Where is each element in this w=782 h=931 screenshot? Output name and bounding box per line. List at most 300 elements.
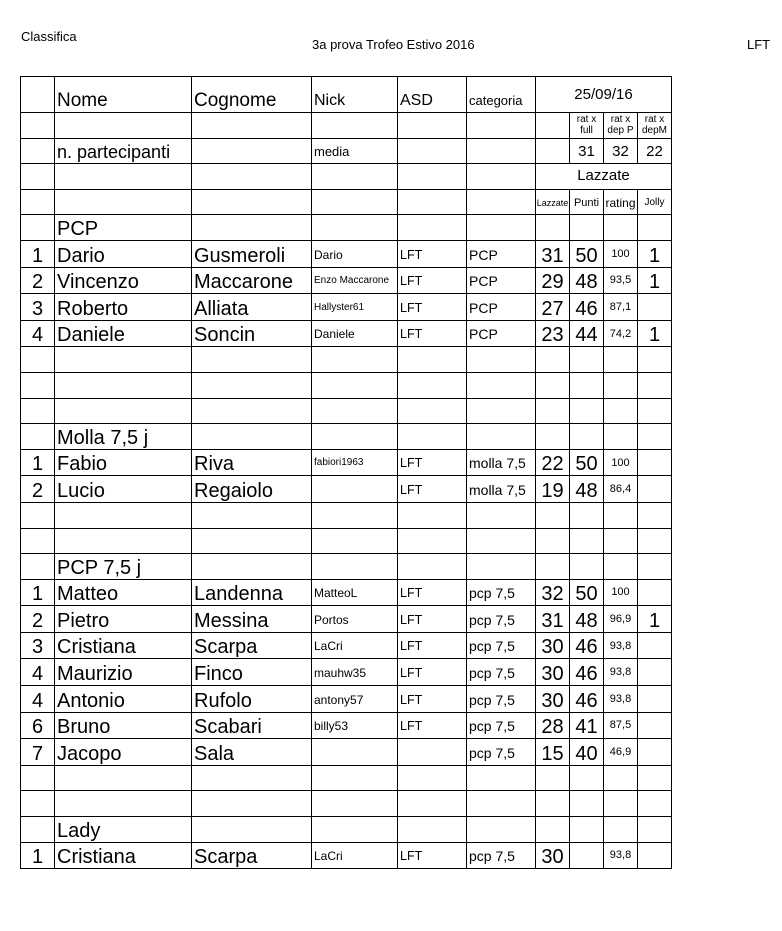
last-name-cell: Riva: [192, 449, 312, 476]
rank-cell: 4: [21, 686, 55, 713]
table-row: [21, 659, 672, 686]
category-cell: PCP: [467, 320, 536, 347]
asd-cell: LFT: [398, 320, 467, 347]
nick-cell: Portos: [312, 606, 398, 633]
empty-cell: [398, 765, 467, 791]
lazzate-score-cell: 19: [536, 476, 570, 503]
rating-cell: 93,5: [604, 267, 638, 294]
jolly-cell: 1: [638, 240, 672, 267]
blank-row: [21, 791, 672, 817]
empty-cell: [467, 347, 536, 373]
nick-cell: fabiori1963: [312, 449, 398, 476]
last-name-cell: Scarpa: [192, 842, 312, 869]
empty-cell: [312, 372, 398, 398]
empty-cell: [604, 791, 638, 817]
rank-cell: 3: [21, 294, 55, 321]
blank-row: [21, 372, 672, 398]
lazzate-score-cell: 31: [536, 240, 570, 267]
category-cell: pcp 7,5: [467, 842, 536, 869]
empty-cell: [638, 528, 672, 554]
col-asd: ASD: [398, 77, 467, 113]
media-label: media: [312, 138, 398, 164]
club-label: LFT: [747, 37, 771, 52]
col-rating: rating: [604, 189, 638, 215]
lazzate-score-cell: 30: [536, 632, 570, 659]
nick-cell: LaCri: [312, 632, 398, 659]
empty-cell: [312, 528, 398, 554]
empty-cell: [604, 215, 638, 241]
column-subheader-row: [21, 189, 672, 215]
empty-cell: [638, 502, 672, 528]
asd-cell: LFT: [398, 294, 467, 321]
empty-cell: [312, 347, 398, 373]
rank-cell: 4: [21, 320, 55, 347]
table-row: [21, 320, 672, 347]
rank-cell: 6: [21, 712, 55, 739]
empty-cell: [536, 424, 570, 450]
points-cell: 48: [570, 267, 604, 294]
empty-cell: [570, 817, 604, 843]
jolly-cell: 1: [638, 606, 672, 633]
lazzate-score-cell: 28: [536, 712, 570, 739]
rat-depP-header: rat x dep P: [604, 113, 638, 139]
empty-cell: [312, 398, 398, 424]
asd-cell: LFT: [398, 632, 467, 659]
col-lazzate: Lazzate: [536, 189, 570, 215]
category-cell: pcp 7,5: [467, 686, 536, 713]
nick-cell: [312, 476, 398, 503]
jolly-cell: [638, 686, 672, 713]
lazzate-score-cell: 27: [536, 294, 570, 321]
asd-cell: LFT: [398, 606, 467, 633]
empty-cell: [398, 791, 467, 817]
col-nick: Nick: [312, 77, 398, 113]
blank-row: [21, 502, 672, 528]
category-cell: molla 7,5: [467, 449, 536, 476]
empty-cell: [312, 215, 398, 241]
empty-cell: [312, 791, 398, 817]
category-cell: pcp 7,5: [467, 739, 536, 766]
empty-cell: [192, 528, 312, 554]
rating-cell: 93,8: [604, 686, 638, 713]
empty-cell: [604, 554, 638, 580]
asd-cell: LFT: [398, 240, 467, 267]
empty-cell: [398, 215, 467, 241]
empty-cell: [21, 791, 55, 817]
empty-cell: [467, 528, 536, 554]
jolly-cell: [638, 294, 672, 321]
empty-cell: [467, 817, 536, 843]
last-name-cell: Soncin: [192, 320, 312, 347]
last-name-cell: Rufolo: [192, 686, 312, 713]
empty-cell: [467, 791, 536, 817]
location-row: [21, 164, 672, 190]
first-name-cell: Lucio: [55, 476, 192, 503]
first-name-cell: Antonio: [55, 686, 192, 713]
blank-row: [21, 528, 672, 554]
lazzate-score-cell: 31: [536, 606, 570, 633]
rank-cell: 7: [21, 739, 55, 766]
empty-cell: [21, 398, 55, 424]
rating-cell: 100: [604, 240, 638, 267]
asd-cell: LFT: [398, 659, 467, 686]
blank-row: [21, 398, 672, 424]
empty-cell: [21, 528, 55, 554]
empty-cell: [604, 398, 638, 424]
empty-cell: [604, 817, 638, 843]
category-cell: pcp 7,5: [467, 659, 536, 686]
category-cell: pcp 7,5: [467, 579, 536, 606]
nick-cell: mauhw35: [312, 659, 398, 686]
empty-cell: [55, 765, 192, 791]
empty-cell: [638, 765, 672, 791]
nick-cell: [312, 739, 398, 766]
rank-cell: 2: [21, 476, 55, 503]
empty-cell: [312, 765, 398, 791]
rank-cell: 1: [21, 579, 55, 606]
empty-cell: [192, 502, 312, 528]
empty-cell: [398, 817, 467, 843]
section-title-row: [21, 554, 672, 580]
table-row: [21, 579, 672, 606]
table-row: [21, 842, 672, 869]
lazzate-score-cell: 29: [536, 267, 570, 294]
rating-cell: 93,8: [604, 842, 638, 869]
empty-cell: [570, 528, 604, 554]
empty-cell: [536, 554, 570, 580]
first-name-cell: Pietro: [55, 606, 192, 633]
asd-cell: LFT: [398, 449, 467, 476]
lazzate-score-cell: 30: [536, 659, 570, 686]
rating-cell: 87,1: [604, 294, 638, 321]
asd-cell: [398, 739, 467, 766]
empty-cell: [312, 554, 398, 580]
category-cell: molla 7,5: [467, 476, 536, 503]
empty-cell: [21, 347, 55, 373]
empty-cell: [21, 215, 55, 241]
empty-cell: [536, 215, 570, 241]
empty-cell: [21, 424, 55, 450]
lazzate-score-cell: 22: [536, 449, 570, 476]
last-name-cell: Scabari: [192, 712, 312, 739]
jolly-cell: 1: [638, 320, 672, 347]
last-name-cell: Regaiolo: [192, 476, 312, 503]
rank-cell: 4: [21, 659, 55, 686]
lazzate-score-cell: 30: [536, 686, 570, 713]
empty-cell: [398, 554, 467, 580]
lazzate-score-cell: 32: [536, 579, 570, 606]
first-name-cell: Bruno: [55, 712, 192, 739]
empty-cell: [638, 554, 672, 580]
empty-cell: [21, 554, 55, 580]
rank-cell: 2: [21, 606, 55, 633]
empty-cell: [192, 765, 312, 791]
rating-cell: 100: [604, 449, 638, 476]
nick-cell: Hallyster61: [312, 294, 398, 321]
points-cell: 44: [570, 320, 604, 347]
lazzate-score-cell: 23: [536, 320, 570, 347]
col-categoria: categoria: [467, 77, 536, 113]
table-row: [21, 712, 672, 739]
empty-cell: [55, 398, 192, 424]
section-title: Molla 7,5 j: [55, 424, 192, 450]
empty-cell: [21, 817, 55, 843]
last-name-cell: Scarpa: [192, 632, 312, 659]
empty-cell: [192, 554, 312, 580]
rat-depM-header: rat x depM: [638, 113, 672, 139]
jolly-cell: 1: [638, 267, 672, 294]
category-cell: pcp 7,5: [467, 606, 536, 633]
jolly-cell: [638, 449, 672, 476]
empty-cell: [467, 424, 536, 450]
section-title-row: [21, 424, 672, 450]
points-cell: 50: [570, 240, 604, 267]
empty-cell: [55, 791, 192, 817]
empty-cell: [536, 372, 570, 398]
section-title: PCP: [55, 215, 192, 241]
points-cell: 46: [570, 659, 604, 686]
n-depP: 32: [604, 138, 638, 164]
nick-cell: Daniele: [312, 320, 398, 347]
empty-cell: [55, 502, 192, 528]
jolly-cell: [638, 712, 672, 739]
lazzate-score-cell: 30: [536, 842, 570, 869]
empty-cell: [312, 424, 398, 450]
location-label: Lazzate: [536, 164, 672, 190]
rating-cell: 46,9: [604, 739, 638, 766]
n-depM: 22: [638, 138, 672, 164]
blank-row: [21, 347, 672, 373]
rating-cell: 86,4: [604, 476, 638, 503]
lazzate-score-cell: 15: [536, 739, 570, 766]
empty-cell: [192, 215, 312, 241]
empty-cell: [467, 372, 536, 398]
standings-table: [20, 76, 672, 869]
first-name-cell: Fabio: [55, 449, 192, 476]
nick-cell: billy53: [312, 712, 398, 739]
section-title: Lady: [55, 817, 192, 843]
nick-cell: Dario: [312, 240, 398, 267]
empty-cell: [467, 398, 536, 424]
participants-row: [21, 138, 672, 164]
empty-cell: [398, 372, 467, 398]
first-name-cell: Roberto: [55, 294, 192, 321]
table-row: [21, 606, 672, 633]
jolly-cell: [638, 632, 672, 659]
table-row: [21, 294, 672, 321]
empty-cell: [536, 502, 570, 528]
asd-cell: LFT: [398, 686, 467, 713]
rank-cell: 1: [21, 240, 55, 267]
empty-cell: [536, 398, 570, 424]
rating-cell: 93,8: [604, 659, 638, 686]
nick-cell: antony57: [312, 686, 398, 713]
points-cell: 40: [570, 739, 604, 766]
empty-cell: [570, 554, 604, 580]
first-name-cell: Maurizio: [55, 659, 192, 686]
rating-cell: 93,8: [604, 632, 638, 659]
category-cell: PCP: [467, 240, 536, 267]
empty-cell: [604, 424, 638, 450]
empty-cell: [192, 817, 312, 843]
category-cell: PCP: [467, 267, 536, 294]
empty-cell: [570, 372, 604, 398]
empty-cell: [398, 398, 467, 424]
points-cell: 46: [570, 294, 604, 321]
category-cell: PCP: [467, 294, 536, 321]
col-punti: Punti: [570, 189, 604, 215]
empty-cell: [55, 528, 192, 554]
rank-cell: 2: [21, 267, 55, 294]
first-name-cell: Matteo: [55, 579, 192, 606]
empty-cell: [570, 398, 604, 424]
section-title-row: [21, 215, 672, 241]
empty-cell: [536, 765, 570, 791]
empty-cell: [192, 372, 312, 398]
event-date: 25/09/16: [536, 77, 672, 113]
rating-cell: 96,9: [604, 606, 638, 633]
col-jolly: Jolly: [638, 189, 672, 215]
points-cell: [570, 842, 604, 869]
section-title: PCP 7,5 j: [55, 554, 192, 580]
empty-cell: [536, 347, 570, 373]
empty-cell: [467, 215, 536, 241]
empty-cell: [312, 817, 398, 843]
empty-cell: [55, 347, 192, 373]
empty-cell: [398, 502, 467, 528]
empty-cell: [192, 791, 312, 817]
header-row: [21, 77, 672, 113]
points-cell: 48: [570, 476, 604, 503]
last-name-cell: Messina: [192, 606, 312, 633]
points-cell: 41: [570, 712, 604, 739]
first-name-cell: Jacopo: [55, 739, 192, 766]
empty-cell: [638, 817, 672, 843]
page-title: 3a prova Trofeo Estivo 2016: [312, 37, 475, 52]
table-row: [21, 449, 672, 476]
participants-label: n. partecipanti: [55, 138, 192, 164]
last-name-cell: Sala: [192, 739, 312, 766]
empty-cell: [467, 502, 536, 528]
empty-cell: [192, 347, 312, 373]
asd-cell: LFT: [398, 579, 467, 606]
empty-cell: [638, 215, 672, 241]
rating-cell: 74,2: [604, 320, 638, 347]
first-name-cell: Cristiana: [55, 842, 192, 869]
first-name-cell: Dario: [55, 240, 192, 267]
jolly-cell: [638, 579, 672, 606]
empty-cell: [536, 791, 570, 817]
first-name-cell: Daniele: [55, 320, 192, 347]
points-cell: 48: [570, 606, 604, 633]
col-cognome: Cognome: [192, 77, 312, 113]
empty-cell: [638, 791, 672, 817]
nick-cell: MatteoL: [312, 579, 398, 606]
empty-cell: [398, 528, 467, 554]
empty-cell: [192, 424, 312, 450]
table-row: [21, 267, 672, 294]
rank-cell: 1: [21, 842, 55, 869]
table-row: [21, 686, 672, 713]
rating-cell: 87,5: [604, 712, 638, 739]
empty-cell: [604, 372, 638, 398]
points-cell: 50: [570, 579, 604, 606]
report-label: Classifica: [21, 29, 77, 44]
asd-cell: LFT: [398, 267, 467, 294]
jolly-cell: [638, 842, 672, 869]
empty-cell: [570, 424, 604, 450]
last-name-cell: Gusmeroli: [192, 240, 312, 267]
jolly-cell: [638, 659, 672, 686]
section-title-row: [21, 817, 672, 843]
empty-cell: [638, 398, 672, 424]
asd-cell: LFT: [398, 476, 467, 503]
empty-cell: [55, 372, 192, 398]
table-row: [21, 739, 672, 766]
rank-cell: 1: [21, 449, 55, 476]
points-cell: 46: [570, 686, 604, 713]
empty-cell: [638, 347, 672, 373]
nick-cell: LaCri: [312, 842, 398, 869]
points-cell: 50: [570, 449, 604, 476]
last-name-cell: Maccarone: [192, 267, 312, 294]
jolly-cell: [638, 739, 672, 766]
blank-row: [21, 765, 672, 791]
empty-cell: [570, 765, 604, 791]
asd-cell: LFT: [398, 842, 467, 869]
empty-cell: [21, 502, 55, 528]
empty-cell: [192, 398, 312, 424]
first-name-cell: Vincenzo: [55, 267, 192, 294]
table-row: [21, 632, 672, 659]
empty-cell: [638, 424, 672, 450]
empty-cell: [570, 347, 604, 373]
rating-header-row: [21, 113, 672, 139]
empty-cell: [398, 347, 467, 373]
empty-cell: [604, 347, 638, 373]
empty-cell: [638, 372, 672, 398]
empty-cell: [536, 817, 570, 843]
points-cell: 46: [570, 632, 604, 659]
empty-cell: [21, 765, 55, 791]
empty-cell: [570, 502, 604, 528]
nick-cell: Enzo Maccarone: [312, 267, 398, 294]
last-name-cell: Alliata: [192, 294, 312, 321]
empty-cell: [312, 502, 398, 528]
asd-cell: LFT: [398, 712, 467, 739]
rat-full-header: rat x full: [570, 113, 604, 139]
rank-cell: 3: [21, 632, 55, 659]
empty-cell: [536, 528, 570, 554]
empty-cell: [398, 424, 467, 450]
rating-cell: 100: [604, 579, 638, 606]
empty-cell: [21, 372, 55, 398]
empty-cell: [570, 215, 604, 241]
empty-cell: [604, 528, 638, 554]
table-row: [21, 476, 672, 503]
empty-cell: [467, 765, 536, 791]
n-full: 31: [570, 138, 604, 164]
last-name-cell: Finco: [192, 659, 312, 686]
col-nome: Nome: [55, 77, 192, 113]
category-cell: pcp 7,5: [467, 632, 536, 659]
last-name-cell: Landenna: [192, 579, 312, 606]
empty-cell: [570, 791, 604, 817]
jolly-cell: [638, 476, 672, 503]
empty-cell: [604, 502, 638, 528]
empty-cell: [604, 765, 638, 791]
table-row: [21, 240, 672, 267]
